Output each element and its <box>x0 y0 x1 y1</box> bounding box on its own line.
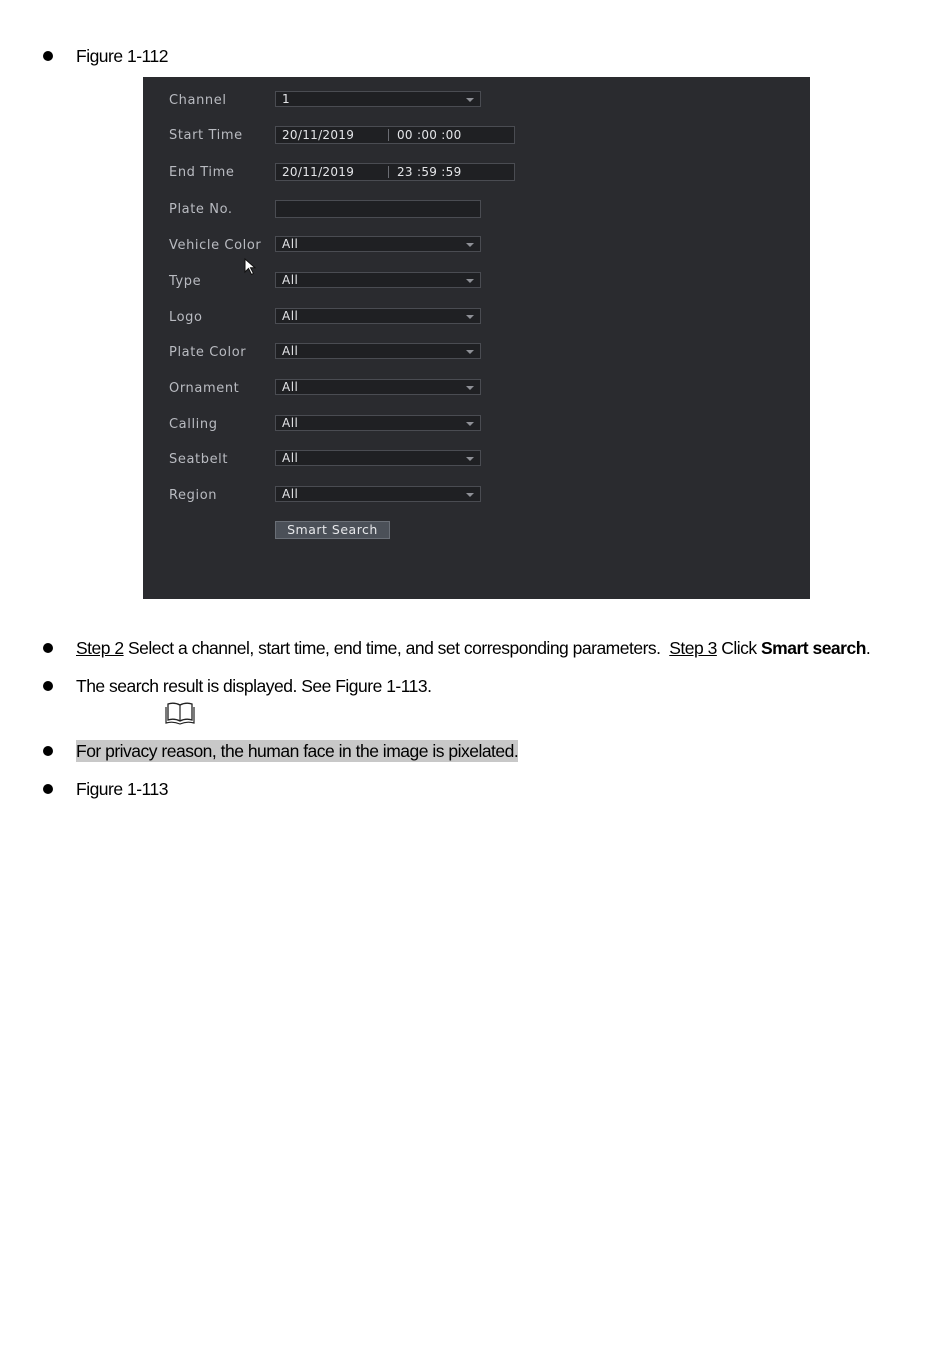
privacy-note: For privacy reason, the human face in the image is pixelated. <box>76 741 519 761</box>
chevron-down-icon <box>466 315 474 319</box>
region-row <box>143 486 810 506</box>
figure-caption: Figure 1-113 <box>76 779 168 799</box>
ornament-row <box>143 379 810 399</box>
vehicle-color-row <box>143 236 810 256</box>
logo-value: All <box>282 309 299 323</box>
plate-color-value: All <box>282 344 299 358</box>
bullet-dot <box>43 681 53 691</box>
smart-search-panel <box>143 77 810 599</box>
chevron-down-icon <box>466 457 474 461</box>
start-time-value[interactable]: 00 :00 :00 <box>397 128 462 142</box>
end-time-value[interactable]: 23 :59 :59 <box>397 165 462 179</box>
mouse-pointer-icon <box>244 258 258 276</box>
seatbelt-label: Seatbelt <box>169 452 229 467</box>
logo-row <box>143 308 810 328</box>
region-value: All <box>282 487 299 501</box>
time-separator <box>388 129 389 141</box>
vehicle-color-select[interactable] <box>275 236 481 252</box>
end-time-row <box>143 163 810 183</box>
calling-value: All <box>282 416 299 430</box>
ornament-label: Ornament <box>169 381 240 396</box>
plate-color-select[interactable] <box>275 343 481 359</box>
start-date-value[interactable]: 20/11/2019 <box>282 128 355 142</box>
seatbelt-row <box>143 450 810 470</box>
plate-no-input[interactable] <box>275 200 481 218</box>
logo-label: Logo <box>169 310 203 325</box>
bullet-dot <box>43 784 53 794</box>
type-label: Type <box>169 274 202 289</box>
chevron-down-icon <box>466 493 474 497</box>
vehicle-color-value: All <box>282 237 299 251</box>
bullet-dot <box>43 746 53 756</box>
channel-label: Channel <box>169 93 227 108</box>
type-select[interactable] <box>275 272 481 288</box>
end-time-label: End Time <box>169 165 235 180</box>
start-time-label: Start Time <box>169 128 243 143</box>
figure-caption: Figure 1-112 <box>76 46 168 66</box>
end-date-value[interactable]: 20/11/2019 <box>282 165 355 179</box>
calling-row <box>143 415 810 435</box>
ornament-select[interactable] <box>275 379 481 395</box>
channel-select[interactable] <box>275 91 481 107</box>
chevron-down-icon <box>466 243 474 247</box>
chevron-down-icon <box>466 98 474 102</box>
step-3-end: . <box>865 638 871 658</box>
time-separator <box>388 166 389 178</box>
region-label: Region <box>169 488 218 503</box>
step-3-label: Step 3 <box>669 638 717 658</box>
channel-value: 1 <box>282 92 291 106</box>
region-select[interactable] <box>275 486 481 502</box>
start-time-field[interactable] <box>275 126 515 144</box>
seatbelt-value: All <box>282 451 299 465</box>
chevron-down-icon <box>466 350 474 354</box>
chevron-down-icon <box>466 386 474 390</box>
start-time-row <box>143 126 810 146</box>
type-value: All <box>282 273 299 287</box>
bullet-dot <box>43 51 53 61</box>
ornament-value: All <box>282 380 299 394</box>
channel-row <box>143 91 810 111</box>
plate-color-row <box>143 343 810 363</box>
end-time-field[interactable] <box>275 163 515 181</box>
chevron-down-icon <box>466 422 474 426</box>
step-3-text: Click <box>716 638 761 658</box>
plate-no-row <box>143 200 810 220</box>
step-2-text: Select a channel, start time, end time, and set corresponding parameters. <box>123 638 670 658</box>
plate-color-label: Plate Color <box>169 345 247 360</box>
seatbelt-select[interactable] <box>275 450 481 466</box>
calling-label: Calling <box>169 417 218 432</box>
smart-search-bold: Smart search <box>761 638 866 658</box>
book-icon <box>165 701 195 725</box>
vehicle-color-label: Vehicle Color <box>169 238 262 253</box>
chevron-down-icon <box>466 279 474 283</box>
calling-select[interactable] <box>275 415 481 431</box>
step-2-label: Step 2 <box>76 638 124 658</box>
logo-select[interactable] <box>275 308 481 324</box>
plate-no-label: Plate No. <box>169 202 233 217</box>
smart-search-button[interactable]: Smart Search <box>275 521 390 539</box>
bullet-dot <box>43 643 53 653</box>
result-text: The search result is displayed. See Figure 1-113. <box>76 676 432 696</box>
step-text <box>76 637 870 659</box>
